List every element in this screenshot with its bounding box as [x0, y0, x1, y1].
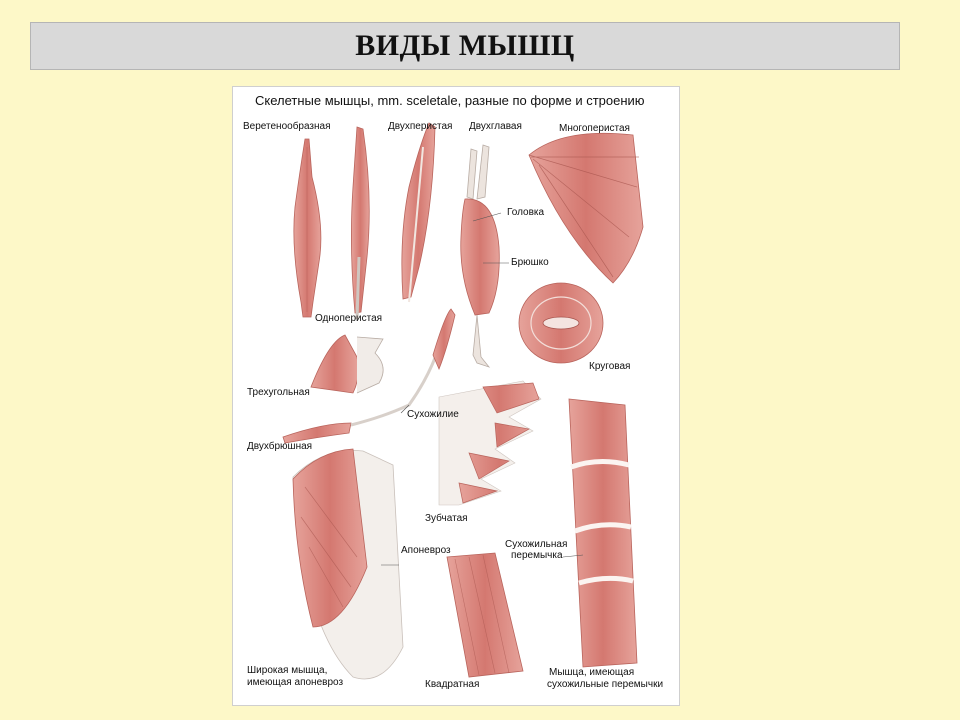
label-fusiform: Веретенообразная	[243, 121, 331, 132]
figure-caption: Скелетные мышцы, mm. sceletale, разные по форме и строению	[255, 93, 645, 108]
unipennate-muscle	[351, 127, 369, 319]
label-intersections-line2: сухожильные перемычки	[547, 679, 664, 690]
label-bipennate: Двухперистая	[388, 121, 453, 132]
quadrate-muscle	[447, 553, 523, 677]
anatomy-figure	[232, 86, 680, 706]
intersected-muscle	[563, 399, 637, 667]
label-digastric: Двухбрюшная	[247, 441, 313, 452]
label-tendinous-bridge-line1: Сухожильная	[505, 539, 568, 550]
label-tendinous-bridge-line2: перемычка	[511, 550, 563, 561]
label-circular: Круговая	[589, 361, 631, 372]
fusiform-muscle	[294, 139, 321, 317]
label-quadrate: Квадратная	[425, 679, 480, 690]
label-tendon: Сухожилие	[407, 409, 459, 420]
triangular-muscle	[311, 335, 383, 393]
label-multipennate: Многоперистая	[559, 123, 630, 134]
label-biceps: Двухглавая	[469, 121, 522, 132]
bipennate-muscle	[402, 123, 435, 302]
label-serrated: Зубчатая	[425, 513, 468, 524]
label-broad-line2: имеющая апоневроз	[247, 677, 344, 688]
label-belly: Брюшко	[511, 257, 549, 268]
broad-muscle	[293, 449, 403, 679]
circular-muscle	[519, 283, 603, 363]
label-unipennate: Одноперистая	[315, 313, 383, 324]
label-triangular: Трехугольная	[247, 387, 310, 398]
biceps-muscle	[461, 145, 509, 367]
label-aponeurosis: Апоневроз	[401, 545, 451, 556]
slide-title-bar	[30, 22, 900, 70]
label-intersections-line1: Мышца, имеющая	[549, 667, 635, 678]
slide-title: ВИДЫ МЫШЦ	[355, 29, 575, 62]
label-head: Головка	[507, 207, 545, 218]
label-broad-line1: Широкая мышца,	[247, 665, 328, 676]
serrated-muscle	[439, 381, 541, 505]
